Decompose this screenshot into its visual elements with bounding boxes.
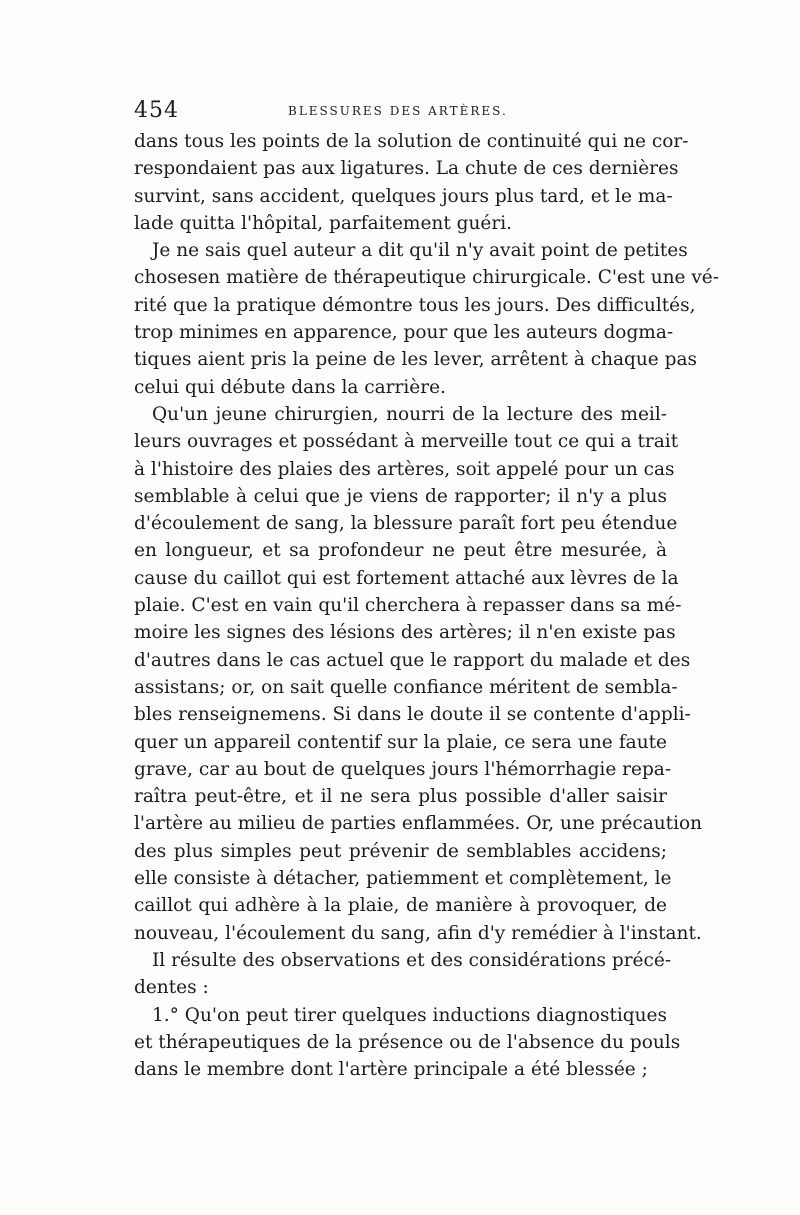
text-line: dentes : xyxy=(134,977,209,999)
text-line: caillot qui adhère à la plaie, de manière à provoquer, de xyxy=(134,895,667,917)
text-line: leurs ouvrages et possédant à merveille tout ce qui a trait xyxy=(134,431,679,453)
text-line: bles renseignemens. Si dans le doute il se contente d'appli- xyxy=(134,704,691,726)
text-line: grave, car au bout de quelques jours l'hémorrhagie repa- xyxy=(134,758,672,780)
text-line: l'artère au milieu de parties enflammées. Or, une précaution xyxy=(134,813,703,835)
text-line: nouveau, l'écoulement du sang, afin d'y remédier à l'instant. xyxy=(134,922,702,944)
text-line: respondaient pas aux ligatures. La chute de ces dernières xyxy=(134,158,679,180)
page-number: 454 xyxy=(134,98,179,123)
text-line: raîtra peut-être, et il ne sera plus possible d'aller saisir xyxy=(134,786,667,808)
text-line: survint, sans accident, quelques jours plus tard, et le ma- xyxy=(134,185,673,207)
text-line: Qu'un jeune chirurgien, nourri de la lecture des meil- xyxy=(152,403,667,425)
text-line: cause du caillot qui est fortement attaché aux lèvres de la xyxy=(134,567,679,589)
text-line: tiques aient pris la peine de les lever, arrêtent à chaque pas xyxy=(134,349,698,371)
paragraph-1 xyxy=(134,128,689,237)
text-line: Il résulte des observations et des considérations précé- xyxy=(152,949,672,971)
text-line: des plus simples peut prévenir de semblables accidens; xyxy=(134,840,667,862)
text-line: 1.° Qu'on peut tirer quelques inductions diagnostiques xyxy=(152,1004,667,1026)
text-line: d'autres dans le cas actuel que le rapport du malade et des xyxy=(134,649,691,671)
text-line: et thérapeutiques de la présence ou de l'absence du pouls xyxy=(134,1031,681,1053)
text-line: d'écoulement de sang, la blessure paraît fort peu étendue xyxy=(134,513,678,535)
text-line: plaie. C'est en vain qu'il cherchera à repasser dans sa mé- xyxy=(134,595,682,617)
text-line: moire les signes des lésions des artères; il n'en existe pas xyxy=(134,622,676,644)
text-line: chosesen matière de thérapeutique chirurgicale. C'est une vé- xyxy=(134,267,719,289)
text-line: assistans; or, on sait quelle confiance méritent de sembla- xyxy=(134,676,678,698)
body-text xyxy=(134,128,719,1083)
paragraph-3 xyxy=(134,401,703,947)
text-line: trop minimes en apparence, pour que les auteurs dogma- xyxy=(134,322,674,344)
text-line: rité que la pratique démontre tous les jours. Des difficultés, xyxy=(134,294,696,316)
text-line: quer un appareil contentif sur la plaie, ce sera une faute xyxy=(134,731,667,753)
text-line: dans le membre dont l'artère principale a été blessée ; xyxy=(134,1059,648,1081)
running-title: BLESSURES DES ARTÈRES. xyxy=(288,104,508,118)
text-line: Je ne sais quel auteur a dit qu'il n'y avait point de petites xyxy=(152,240,688,262)
running-head xyxy=(134,98,664,128)
paragraph-4 xyxy=(134,947,672,1002)
text-line: à l'histoire des plaies des artères, soit appelé pour un cas xyxy=(134,458,675,480)
text-line: dans tous les points de la solution de continuité qui ne cor- xyxy=(134,131,689,152)
text-line: semblable à celui que je viens de rapporter; il n'y a plus xyxy=(134,485,667,507)
text-line: en longueur, et sa profondeur ne peut être mesurée, à xyxy=(134,540,667,562)
text-line: celui qui débute dans la carrière. xyxy=(134,376,446,398)
paragraph-5 xyxy=(134,1002,681,1084)
text-line: elle consiste à détacher, patiemment et complètement, le xyxy=(134,868,672,890)
text-line: lade quitta l'hôpital, parfaitement guéri. xyxy=(134,212,512,234)
paragraph-2 xyxy=(134,237,719,401)
